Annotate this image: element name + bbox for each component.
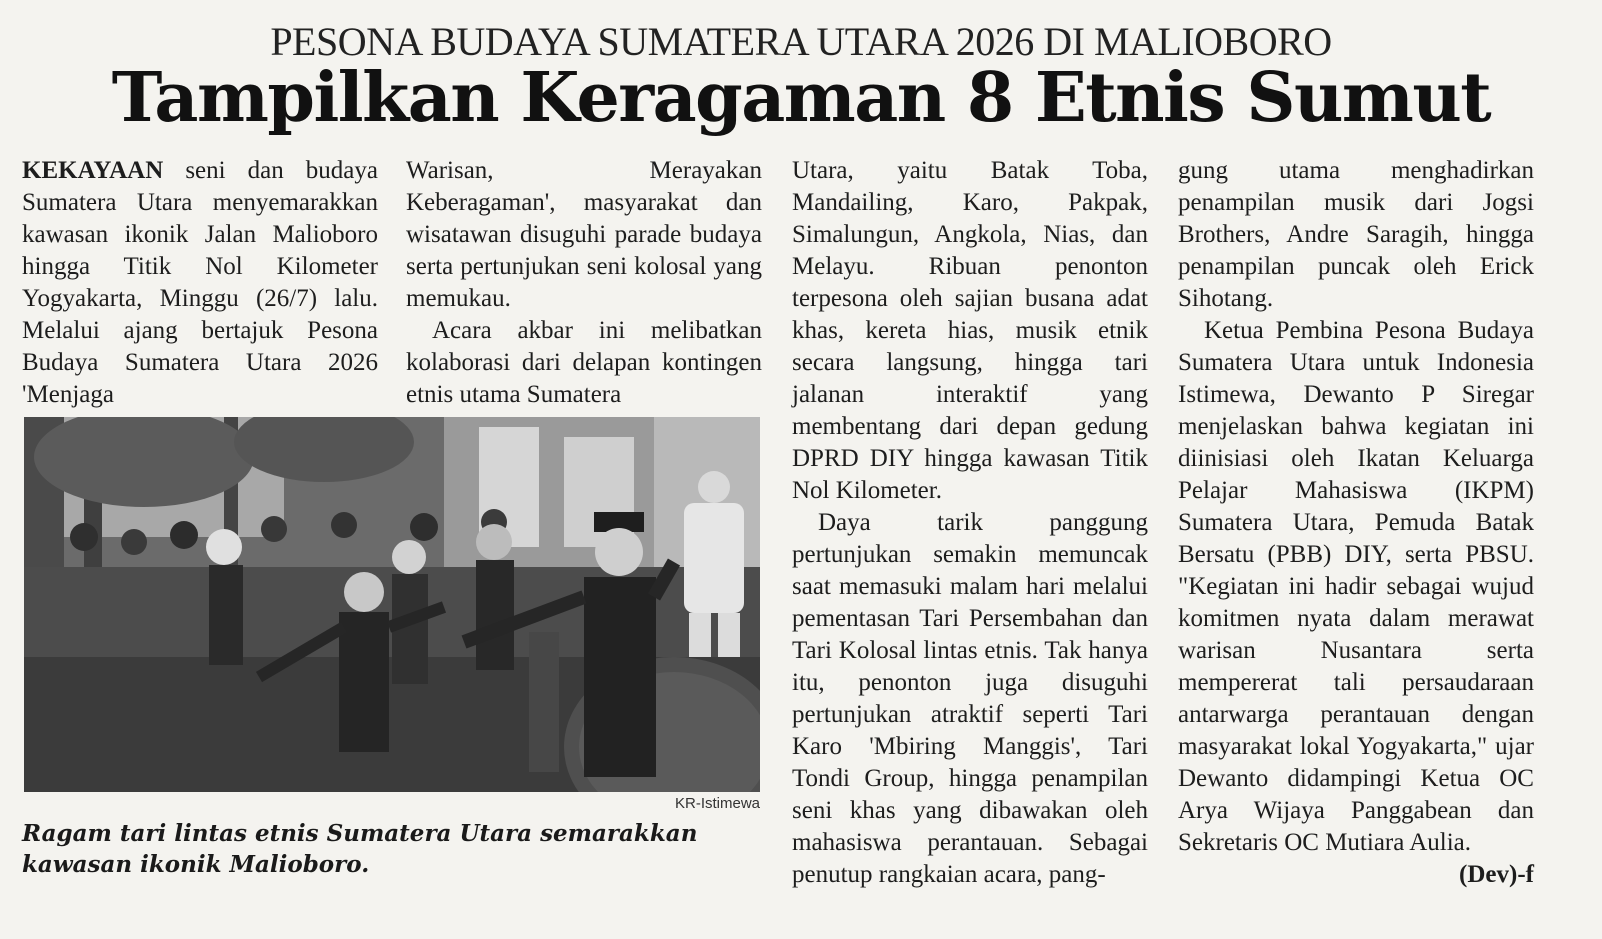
article-kicker: PESONA BUDAYA SUMATERA UTARA 2026 DI MALIOBORO — [270, 19, 1332, 64]
column-1-text: seni dan budaya Sumatera Utara menyemarakkan kawasan ikonik Jalan Malioboro hingga Titik Nol Kilometer Yogyakarta, Minggu (26/7) lalu. Melalui ajang bertajuk Pesona Budaya Sumatera Utara 2026 'Menjaga — [22, 157, 378, 408]
column-4-paragraph-2-text: Ketua Pembina Pesona Budaya Sumatera Utara untuk Indonesia Istimewa, Dewanto P Siregar menjelaskan bahwa kegiatan ini diinisiasi oleh Ikatan Keluarga Pelajar Mahasiswa (IKPM) Sumatera Utara, Pemuda Batak Bersatu (PBB) DIY, serta PBSU. "Kegiatan ini hadir sebagai wujud komitmen nyata dalam merawat warisan Nusantara serta mempererat tali persaudaraan antarwarga perantauan dengan masyarakat lokal Yogyakarta," ujar Dewanto didampingi Ketua OC Arya Wijaya Panggabean dan Sekretaris OC Mutiara Aulia. — [1178, 317, 1534, 856]
parade-photo-illustration — [24, 417, 760, 792]
column-4-paragraph-1: gung utama menghadirkan penampilan musik dari Jogsi Brothers, Andre Saragih, hingga penampilan puncak oleh Erick Sihotang. — [1178, 157, 1534, 312]
article-column-3 — [792, 155, 1148, 891]
column-3-paragraph-1: Utara, yaitu Batak Toba, Mandailing, Karo, Pakpak, Simalungun, Angkola, Nias, dan Melayu. Ribuan penonton terpesona oleh sajian busana adat khas, kereta hias, musik etnik secara langsung, hingga tari jalanan interaktif yang membentang dari depan gedung DPRD DIY hingga kawasan Titik Nol Kilometer. — [792, 157, 1148, 504]
column-4-paragraph-2 — [1178, 315, 1534, 888]
column-2-paragraph-2: Acara akbar ini melibatkan kolaborasi dari delapan kontingen etnis utama Sumatera — [406, 317, 762, 408]
article-headline: Tampilkan Keragaman 8 Etnis Sumut — [111, 58, 1491, 138]
column-2-paragraph-1: Warisan, Merayakan Keberagaman', masyarakat dan wisatawan disuguhi parade budaya serta pertunjukan seni kolosal yang memukau. — [406, 157, 762, 312]
column-3-paragraph-2: Daya tarik panggung pertunjukan semakin memuncak saat memasuki malam hari melalui pementasan Tari Persembahan dan Tari Kolosal lintas etnis. Tak hanya itu, penonton juga disuguhi pertunjukan atraktif seperti Tari Karo 'Mbiring Manggis', Tari Tondi Group, hingga penampilan seni khas yang dibawakan oleh mahasiswa perantauan. Sebagai penutup rangkaian acara, pang- — [792, 509, 1148, 888]
photo-caption: Ragam tari lintas etnis Sumatera Utara semarakkan kawasan ikonik Malioboro. — [22, 820, 698, 878]
column-1-paragraph — [22, 155, 378, 411]
photo-credit: KR-Istimewa — [674, 795, 760, 812]
article-photo — [24, 417, 760, 792]
article-column-4 — [1178, 155, 1534, 891]
article-column-2 — [406, 155, 762, 411]
lead-word: KEKAYAAN — [22, 157, 164, 184]
author-signoff: (Dev)-f — [1459, 861, 1534, 888]
article-column-1 — [22, 155, 378, 411]
